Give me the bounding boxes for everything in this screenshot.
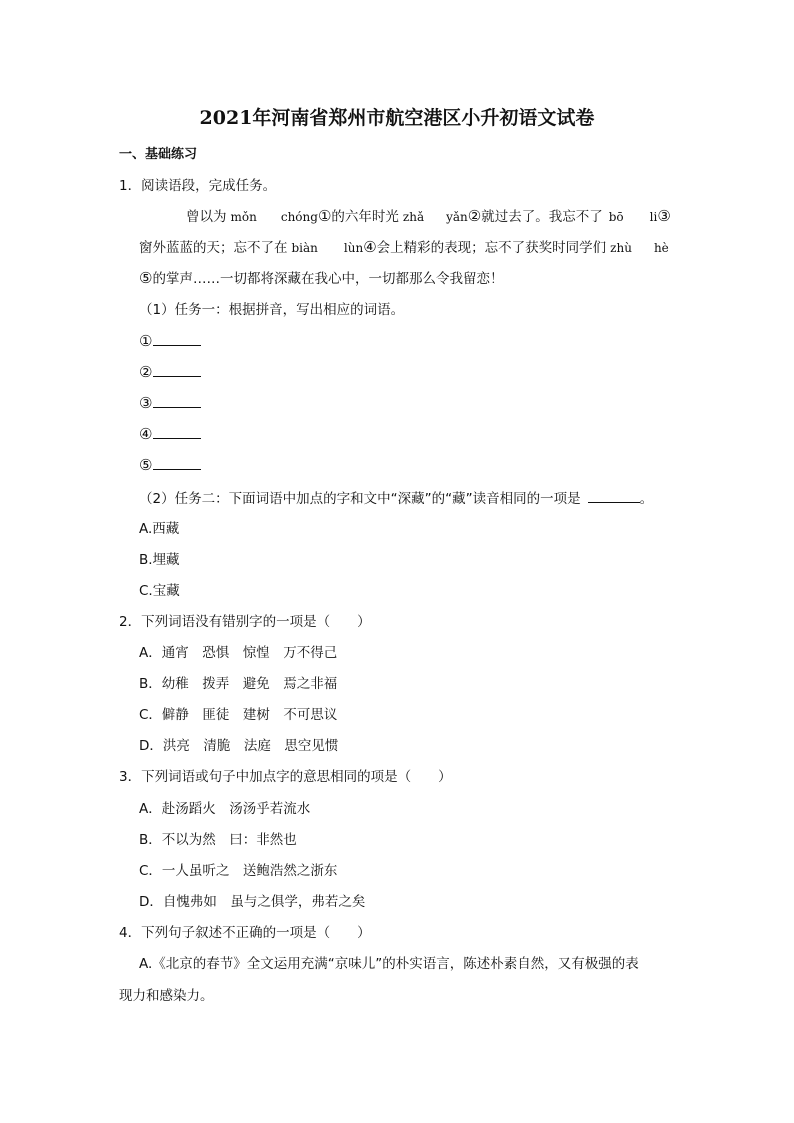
task-1-prompt: （1）任务一：根据拼音，写出相应的词语。 bbox=[139, 302, 405, 318]
answer-line-2 bbox=[139, 363, 201, 382]
blank-marker: ② bbox=[467, 207, 482, 225]
option[interactable]: A.西藏 bbox=[139, 521, 180, 537]
answer-number: ① bbox=[139, 332, 153, 350]
answer-number: ④ bbox=[139, 425, 153, 443]
passage-text: 就过去了。我忘不了 bbox=[481, 209, 603, 225]
task-2-text: （2）任务二：下面词语中加点的字和文中“深藏”的“藏”读音相同的一项是 bbox=[139, 491, 581, 507]
blank-marker: ③ bbox=[657, 207, 671, 225]
option[interactable]: D．洪亮 清脆 法庭 思空见惯 bbox=[139, 738, 339, 754]
pinyin: chóng bbox=[280, 210, 318, 224]
option[interactable]: B．幼稚 拨弄 避免 焉之非福 bbox=[139, 676, 338, 692]
option[interactable]: B.埋藏 bbox=[139, 552, 180, 568]
option-continuation: 现力和感染力。 bbox=[119, 988, 214, 1004]
task-2-end: 。 bbox=[639, 491, 654, 507]
answer-line-5 bbox=[139, 456, 201, 475]
answer-number: ② bbox=[139, 363, 153, 381]
blank-marker: ⑤ bbox=[139, 269, 153, 287]
option[interactable]: C．一人虽听之 送鲍浩然之浙东 bbox=[139, 863, 338, 879]
answer-line-1 bbox=[139, 332, 201, 351]
question-4-stem: 4．下列句子叙述不正确的一项是（ ） bbox=[119, 925, 371, 941]
exam-title: 2021年河南省郑州市航空港区小升初语文试卷 bbox=[199, 107, 595, 129]
passage-text: 的六年时光 bbox=[331, 209, 399, 225]
pinyin: lùn bbox=[343, 241, 364, 255]
option[interactable]: A.《北京的春节》全文运用充满“京味儿”的朴实语言，陈述朴素自然，又有极强的表 bbox=[139, 956, 639, 972]
passage-line-3 bbox=[139, 269, 503, 288]
pinyin: li bbox=[649, 210, 658, 224]
passage-line-2 bbox=[139, 238, 669, 257]
answer-number: ③ bbox=[139, 394, 153, 412]
question-1-stem: 1．阅读语段，完成任务。 bbox=[119, 178, 277, 194]
option[interactable]: B．不以为然 曰：非然也 bbox=[139, 832, 297, 848]
option[interactable]: A．赴汤蹈火 汤汤乎若流水 bbox=[139, 801, 311, 817]
option[interactable]: C．僻静 匪徒 建树 不可思议 bbox=[139, 707, 338, 723]
pinyin: zhǎ bbox=[402, 210, 425, 224]
option[interactable]: D．自愧弗如 虽与之俱学，弗若之矣 bbox=[139, 894, 366, 910]
blank-marker: ④ bbox=[363, 238, 377, 256]
answer-blank[interactable] bbox=[153, 332, 201, 346]
question-3-stem: 3．下列词语或句子中加点字的意思相同的项是（ ） bbox=[119, 769, 452, 785]
question-2-stem: 2．下列词语没有错别字的一项是（ ） bbox=[119, 614, 371, 630]
answer-blank[interactable] bbox=[588, 489, 640, 503]
blank-marker: ① bbox=[317, 207, 332, 225]
section-heading: 一、基础练习 bbox=[119, 147, 198, 162]
pinyin: yǎn bbox=[446, 210, 468, 224]
pinyin: zhù bbox=[610, 241, 632, 255]
answer-blank[interactable] bbox=[153, 456, 201, 470]
answer-blank[interactable] bbox=[153, 394, 201, 408]
answer-line-4 bbox=[139, 425, 201, 444]
answer-number: ⑤ bbox=[139, 456, 153, 474]
answer-line-3 bbox=[139, 394, 201, 413]
pinyin: mǒn bbox=[230, 210, 257, 224]
passage-text: 会上精彩的表现；忘不了获奖时同学们 bbox=[376, 240, 607, 256]
passage-text: 的掌声……一切都将深藏在我心中，一切都那么令我留恋！ bbox=[152, 271, 504, 287]
answer-blank[interactable] bbox=[153, 425, 201, 439]
pinyin: bō bbox=[608, 210, 624, 224]
passage-text: 曾以为 bbox=[186, 209, 227, 225]
passage-line-1 bbox=[186, 207, 671, 226]
pinyin: biàn bbox=[291, 241, 318, 255]
option[interactable]: C.宝藏 bbox=[139, 583, 180, 599]
passage-text: 窗外蓝蓝的天；忘不了在 bbox=[139, 240, 288, 256]
option[interactable]: A．通宵 恐惧 惊惶 万不得己 bbox=[139, 645, 338, 661]
answer-blank[interactable] bbox=[153, 363, 201, 377]
pinyin: hè bbox=[653, 241, 669, 255]
task-2-prompt bbox=[139, 489, 653, 508]
